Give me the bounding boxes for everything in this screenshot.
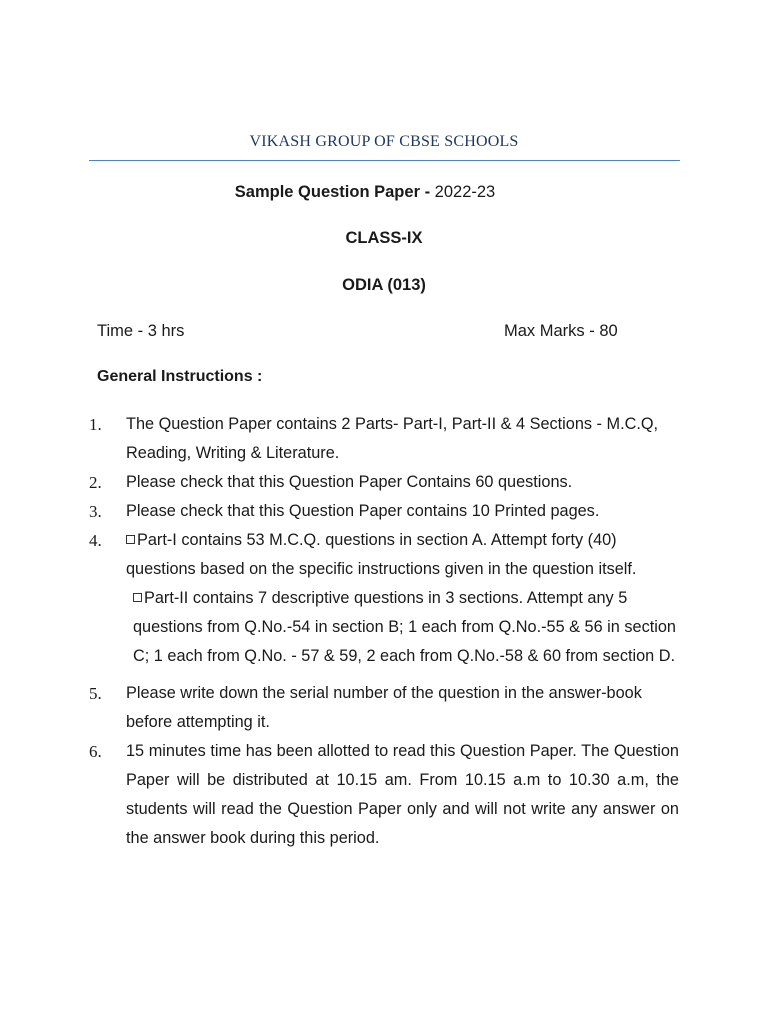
instruction-number: 5.: [89, 684, 102, 703]
paper-label: Sample Question Paper -: [234, 183, 431, 201]
instructions-list: [89, 410, 679, 853]
max-marks-label: Max Marks - 80: [504, 322, 618, 340]
instruction-number: 6.: [89, 742, 102, 761]
instruction-subpoint: [126, 584, 679, 671]
instruction-text: The Question Paper contains 2 Parts- Part-I, Part-II & 4 Sections - M.C.Q, Reading, Writing & Literature.: [126, 415, 659, 462]
instruction-item: [89, 737, 679, 853]
school-name: VIKASH GROUP OF CBSE SCHOOLS: [249, 133, 519, 150]
instruction-text: [126, 526, 679, 584]
instruction-item: [89, 497, 679, 526]
instruction-text: Please check that this Question Paper Contains 60 questions.: [126, 473, 573, 491]
paper-year: 2022-23: [434, 183, 496, 201]
instructions-heading: General Instructions :: [97, 368, 263, 385]
checkbox-glyph-icon: [126, 535, 135, 544]
paper-title: [0, 183, 730, 202]
instruction-item: [89, 526, 679, 671]
instruction-item: [89, 410, 679, 468]
class-title: CLASS-IX: [345, 229, 423, 247]
instruction-part-two: Part-II contains 7 descriptive questions in 3 sections. Attempt any 5 questions from Q.No.-54 in section B; 1 each from Q.No.-55 & 56 in section C; 1 each from Q.No. - 57 & 59, 2 each from Q.No.-58 & 60 from section D.: [133, 589, 676, 665]
instruction-text: 15 minutes time has been allotted to read this Question Paper. The Question Paper will be distributed at 10.15 am. From 10.15 a.m to 10.30 a.m, the students will read the Question Paper only and will not write any answer on the answer book during this period.: [126, 742, 679, 847]
header-divider: [89, 160, 680, 161]
instruction-text: Please write down the serial number of the question in the answer-book before attempting it.: [126, 684, 642, 731]
instruction-number: 1.: [89, 415, 102, 434]
checkbox-glyph-icon: [133, 593, 142, 602]
instruction-text: Please check that this Question Paper contains 10 Printed pages.: [126, 502, 600, 520]
instruction-number: 3.: [89, 502, 102, 521]
instruction-part-one: Part-I contains 53 M.C.Q. questions in section A. Attempt forty (40) questions based on the specific instructions given in the question itself.: [126, 531, 637, 578]
instruction-number: 2.: [89, 473, 102, 492]
instruction-number: 4.: [89, 531, 102, 550]
instruction-item: [89, 679, 679, 737]
instruction-item: [89, 468, 679, 497]
subject-title: ODIA (013): [342, 276, 426, 294]
time-label: Time - 3 hrs: [97, 322, 185, 340]
